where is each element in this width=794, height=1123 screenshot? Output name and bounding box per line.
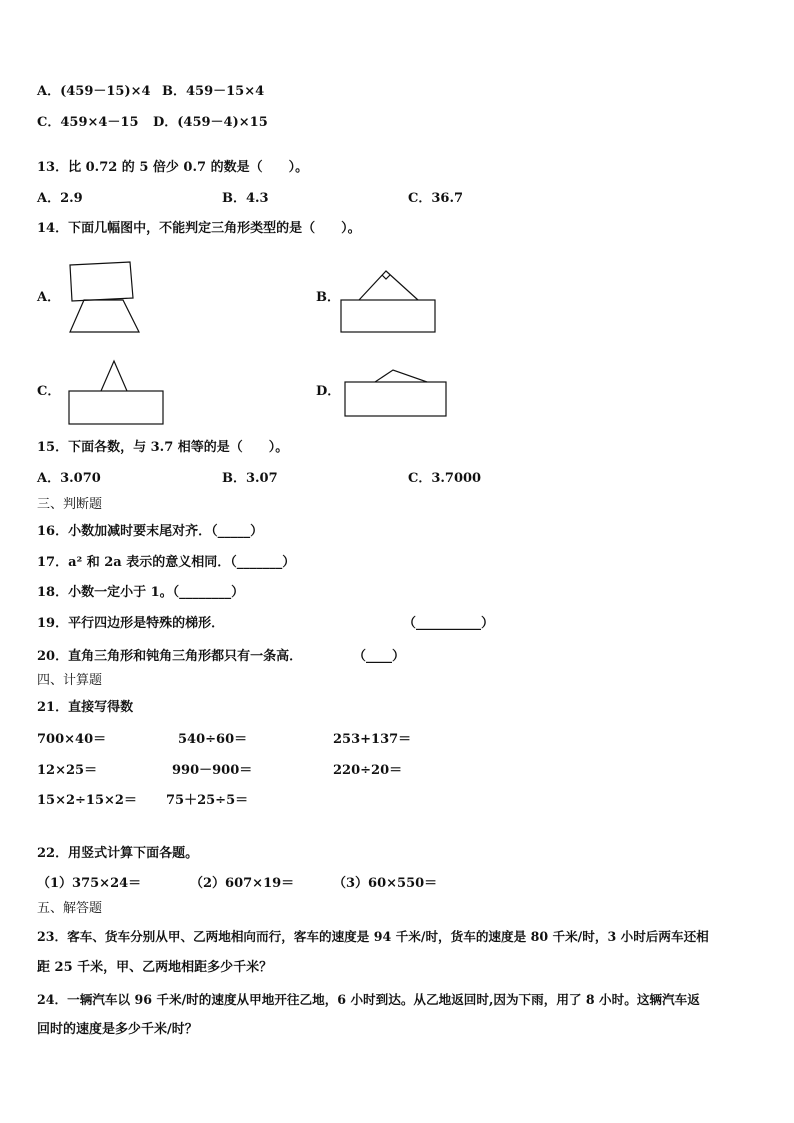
- q21-item: 75＋25÷5＝: [166, 793, 249, 808]
- q14-question: 14．下面几幅图中，不能判定三角形类型的是（ ）。: [37, 221, 361, 236]
- q14-figure-a: [70, 262, 139, 332]
- section3-title: 三、判断题: [37, 497, 103, 512]
- q15-option-b: B．3.07: [222, 471, 278, 486]
- q13-option-b: B．4.3: [222, 191, 269, 206]
- q23-line-1: 23．客车、货车分别从甲、乙两地相向而行，客车的速度是 94 千米/时，货车的速度是 80 千米/时，3 小时后两车还相: [37, 929, 709, 944]
- q12-option-a: A．(459－15)×4: [37, 84, 151, 99]
- q21-item: 700×40＝: [37, 732, 107, 747]
- q24-line-1: 24．一辆汽车以 96 千米/时的速度从甲地开往乙地，6 小时到达。从乙地返回时,因为下雨，用了 8 小时。这辆汽车返: [37, 992, 700, 1007]
- q16-statement: 16．小数加减时要末尾对齐．（_____）: [37, 524, 264, 539]
- q14-label-c: C．: [37, 384, 61, 399]
- q24-line-2: 回时的速度是多少千米/时？: [37, 1022, 198, 1037]
- q22-item: （1）375×24＝: [37, 876, 142, 891]
- q21-title: 21．直接写得数: [37, 700, 134, 715]
- q12-option-b: B．459－15×4: [162, 84, 265, 99]
- q21-item: 990－900＝: [172, 763, 253, 778]
- q21-item: 15×2÷15×2＝: [37, 793, 137, 808]
- q21-item: 12×25＝: [37, 763, 98, 778]
- section5-title: 五、解答题: [37, 901, 103, 916]
- q19-answer-blank: （__________）: [403, 616, 495, 631]
- q13-option-a: A．2.9: [37, 191, 83, 206]
- q14-figure-d: [345, 370, 446, 416]
- q19-statement: 19．平行四边形是特殊的梯形．: [37, 616, 225, 631]
- q21-item: 540÷60＝: [178, 732, 248, 747]
- q15-question: 15．下面各数，与 3.7 相等的是（ ）。: [37, 440, 289, 455]
- q23-line-2: 距 25 千米，甲、乙两地相距多少千米？: [37, 960, 273, 975]
- section4-title: 四、计算题: [37, 673, 103, 688]
- q13-question: 13．比 0.72 的 5 倍少 0.7 的数是（ ）。: [37, 160, 309, 175]
- q12-option-d: D．(459－4)×15: [153, 115, 268, 130]
- q14-label-a: A．: [37, 290, 61, 305]
- q21-item: 253+137＝: [333, 732, 412, 747]
- q14-label-b: B．: [316, 290, 340, 305]
- q15-option-a: A．3.070: [37, 471, 101, 486]
- q20-statement: 20．直角三角形和钝角三角形都只有一条高．: [37, 649, 303, 664]
- q12-option-c: C．459×4－15: [37, 115, 139, 130]
- q13-option-c: C．36.7: [408, 191, 464, 206]
- q14-figure-c: [69, 361, 163, 424]
- q17-statement: 17．a² 和 2a 表示的意义相同．（_______）: [37, 555, 296, 570]
- q18-statement: 18．小数一定小于 1。（________）: [37, 585, 245, 600]
- q21-item: 220÷20＝: [333, 763, 403, 778]
- q20-answer-blank: （____）: [353, 649, 406, 664]
- q22-item: （2）607×19＝: [190, 876, 295, 891]
- q14-figure-b: [341, 271, 435, 332]
- q14-label-d: D．: [316, 384, 341, 399]
- q15-option-c: C．3.7000: [408, 471, 482, 486]
- q22-item: （3）60×550＝: [333, 876, 438, 891]
- q22-title: 22．用竖式计算下面各题。: [37, 846, 199, 861]
